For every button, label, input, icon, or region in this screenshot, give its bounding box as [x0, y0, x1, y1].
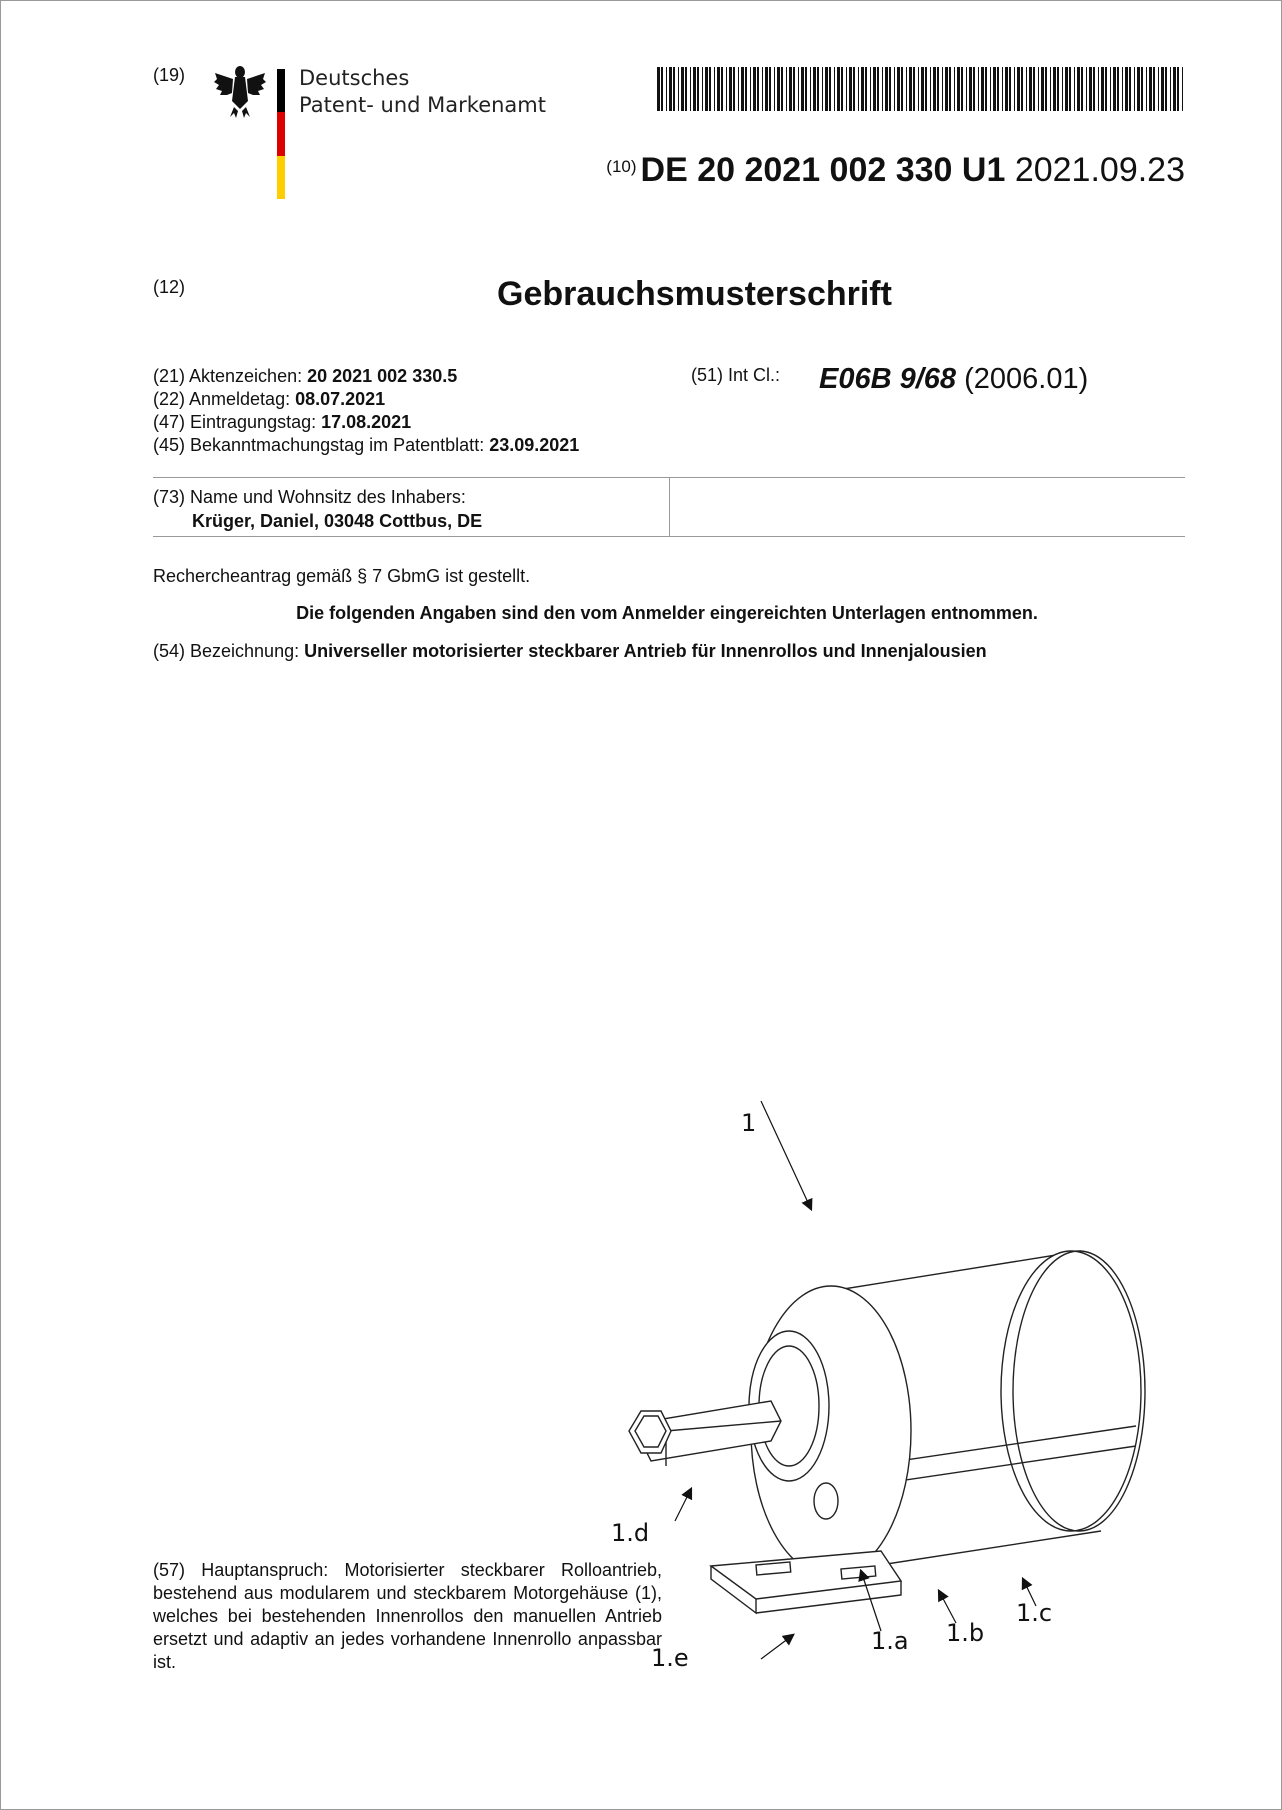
- label-1e: 1.e: [651, 1644, 689, 1672]
- barcode-bar: [841, 67, 843, 111]
- publication-number: DE 20 2021 002 330 U1: [640, 151, 1006, 189]
- barcode: [657, 67, 1185, 111]
- motor-housing-drawing: [629, 1251, 1145, 1613]
- barcode-bar: [969, 67, 972, 111]
- barcode-bar: [741, 67, 744, 111]
- intcl-version: (2006.01): [964, 363, 1089, 395]
- barcode-bar: [1026, 67, 1027, 111]
- barcode-bar: [717, 67, 720, 111]
- barcode-bar: [1117, 67, 1119, 111]
- barcode-bar: [1074, 67, 1075, 111]
- barcode-bar: [837, 67, 840, 111]
- barcode-bar: [750, 67, 751, 111]
- barcode-bar: [1165, 67, 1167, 111]
- barcode-bar: [861, 67, 864, 111]
- label-1c: 1.c: [1016, 1599, 1053, 1627]
- barcode-bar: [1137, 67, 1140, 111]
- barcode-bar: [813, 67, 816, 111]
- barcode-bar: [1182, 67, 1183, 111]
- barcode-bar: [726, 67, 727, 111]
- office-line1: Deutsches: [299, 66, 410, 90]
- barcode-bar: [1093, 67, 1095, 111]
- barcode-bar: [1041, 67, 1044, 111]
- barcode-bar: [961, 67, 963, 111]
- barcode-bar: [697, 67, 699, 111]
- barcode-bar: [1177, 67, 1179, 111]
- barcode-bar: [1125, 67, 1128, 111]
- barcode-bar: [829, 67, 831, 111]
- barcode-bar: [729, 67, 732, 111]
- barcode-bar: [721, 67, 723, 111]
- barcode-bar: [678, 67, 679, 111]
- federal-eagle-logo: [213, 63, 267, 119]
- main-claim: (57) Hauptanspruch: Motorisierter steckbarer Rolloantrieb, bestehend aus modularem und steckbarem Motorgehäuse (1), welches bei bestehenden Innenrollos den manuellen Antrieb ersetzt und adaptiv an jedes vorhandene Innenrollo anpassbar ist.: [153, 1560, 662, 1672]
- barcode-bar: [990, 67, 991, 111]
- search-request-note: Rechercheantrag gemäß § 7 GbmG ist gestellt.: [153, 566, 531, 586]
- label-1: 1: [741, 1109, 757, 1137]
- barcode-bar: [673, 67, 675, 111]
- file-number-row: (21) Aktenzeichen: 20 2021 002 330.5: [153, 366, 458, 386]
- barcode-bar: [805, 67, 807, 111]
- publication-date: 2021.09.23: [1014, 151, 1185, 189]
- registration-date-row: (47) Eintragungstag: 17.08.2021: [153, 412, 412, 432]
- barcode-bar: [1081, 67, 1083, 111]
- barcode-bar: [834, 67, 835, 111]
- barcode-bar: [1101, 67, 1104, 111]
- filing-date: 08.07.2021: [295, 389, 386, 409]
- publication-number-line: [606, 151, 1185, 190]
- barcode-bar: [1002, 67, 1003, 111]
- barcode-bar: [666, 67, 667, 111]
- barcode-bar: [745, 67, 747, 111]
- barcode-bar: [681, 67, 684, 111]
- barcode-bar: [1014, 67, 1015, 111]
- barcode-bar: [973, 67, 975, 111]
- barcode-bar: [1017, 67, 1020, 111]
- intcl-label: (51) Int Cl.:: [691, 365, 781, 385]
- barcode-bar: [1086, 67, 1087, 111]
- inid-19: (19): [153, 65, 186, 85]
- divider-bottom: [153, 536, 1185, 537]
- barcode-bar: [1021, 67, 1023, 111]
- barcode-bar: [1170, 67, 1171, 111]
- file-number: 20 2021 002 330.5: [307, 366, 458, 386]
- barcode-bar: [1009, 67, 1011, 111]
- barcode-bar: [817, 67, 819, 111]
- barcode-bar: [1110, 67, 1111, 111]
- flag-bar: [277, 69, 285, 199]
- barcode-bar: [954, 67, 955, 111]
- barcode-bar: [786, 67, 787, 111]
- barcode-bar: [1105, 67, 1107, 111]
- barcode-bar: [1173, 67, 1176, 111]
- barcode-bar: [858, 67, 859, 111]
- barcode-bar: [981, 67, 984, 111]
- barcode-bar: [913, 67, 915, 111]
- barcode-bar: [693, 67, 696, 111]
- holder-block: [153, 485, 482, 533]
- barcode-bar: [1029, 67, 1032, 111]
- barcode-bar: [949, 67, 951, 111]
- barcode-bar: [885, 67, 888, 111]
- barcode-bar: [1065, 67, 1068, 111]
- barcode-bar: [849, 67, 852, 111]
- barcode-bar: [801, 67, 804, 111]
- barcode-bar: [1069, 67, 1071, 111]
- barcode-bar: [1113, 67, 1116, 111]
- barcode-bar: [714, 67, 715, 111]
- barcode-bar: [1005, 67, 1008, 111]
- designation-text: Universeller motorisierter steckbarer Antrieb für Innenrollos und Innenjalousien: [304, 641, 987, 661]
- filing-date-row: (22) Anmeldetag: 08.07.2021: [153, 389, 386, 409]
- barcode-bar: [846, 67, 847, 111]
- barcode-bar: [997, 67, 999, 111]
- barcode-bar: [685, 67, 687, 111]
- divider-vertical: [669, 477, 670, 537]
- document-type-title: Gebrauchsmusterschrift: [497, 275, 892, 313]
- barcode-bar: [966, 67, 967, 111]
- barcode-bar: [1050, 67, 1051, 111]
- barcode-bar: [930, 67, 931, 111]
- registration-date: 17.08.2021: [321, 412, 412, 432]
- barcode-bar: [889, 67, 891, 111]
- barcode-bar: [733, 67, 735, 111]
- barcode-bar: [873, 67, 876, 111]
- announcement-date-row: (45) Bekanntmachungstag im Patentblatt: 23.09.2021: [153, 435, 580, 455]
- barcode-bar: [753, 67, 756, 111]
- designation: (54) Bezeichnung: Universeller motorisierter steckbarer Antrieb für Innenrollos und Innenjalousien: [153, 641, 987, 661]
- barcode-bar: [1134, 67, 1135, 111]
- barcode-bar: [769, 67, 771, 111]
- barcode-bar: [709, 67, 711, 111]
- barcode-bar: [957, 67, 960, 111]
- holder-label: (73) Name und Wohnsitz des Inhabers:: [153, 487, 466, 507]
- barcode-bar: [1077, 67, 1080, 111]
- office-name: [299, 65, 546, 119]
- barcode-bar: [1149, 67, 1152, 111]
- barcode-bar: [925, 67, 927, 111]
- barcode-bar: [1062, 67, 1063, 111]
- label-1a: 1.a: [871, 1627, 909, 1655]
- barcode-bar: [942, 67, 943, 111]
- barcode-bar: [669, 67, 672, 111]
- barcode-bar: [798, 67, 799, 111]
- bibliographic-data: [153, 365, 579, 457]
- barcode-bar: [1057, 67, 1059, 111]
- barcode-bar: [937, 67, 939, 111]
- barcode-bar: [789, 67, 792, 111]
- inid-10: (10): [606, 157, 637, 176]
- barcode-bar: [661, 67, 663, 111]
- barcode-bar: [757, 67, 759, 111]
- barcode-bar: [877, 67, 879, 111]
- announcement-date: 23.09.2021: [489, 435, 580, 455]
- barcode-bar: [1053, 67, 1056, 111]
- barcode-bar: [1158, 67, 1159, 111]
- barcode-bar: [690, 67, 691, 111]
- barcode-bar: [993, 67, 996, 111]
- label-1b: 1.b: [946, 1619, 985, 1647]
- barcode-bar: [810, 67, 811, 111]
- label-1d: 1.d: [611, 1519, 650, 1547]
- barcode-bar: [918, 67, 919, 111]
- office-line2: Patent- und Markenamt: [299, 93, 546, 117]
- barcode-bar: [1141, 67, 1143, 111]
- barcode-bar: [1161, 67, 1164, 111]
- barcode-bar: [825, 67, 828, 111]
- barcode-bar: [1122, 67, 1123, 111]
- barcode-bar: [1129, 67, 1131, 111]
- barcode-bar: [906, 67, 907, 111]
- barcode-bar: [738, 67, 739, 111]
- barcode-bar: [1098, 67, 1099, 111]
- barcode-bar: [1045, 67, 1047, 111]
- barcode-bar: [882, 67, 883, 111]
- barcode-bar: [822, 67, 823, 111]
- barcode-bar: [894, 67, 895, 111]
- barcode-bar: [1153, 67, 1155, 111]
- holder-name: Krüger, Daniel, 03048 Cottbus, DE: [192, 511, 483, 531]
- barcode-bar: [978, 67, 979, 111]
- barcode-bar: [909, 67, 912, 111]
- intcl-code: E06B 9/68: [819, 363, 957, 395]
- barcode-bar: [933, 67, 936, 111]
- barcode-bar: [774, 67, 775, 111]
- barcode-bar: [705, 67, 708, 111]
- barcode-bar: [901, 67, 903, 111]
- barcode-bar: [765, 67, 768, 111]
- barcode-bar: [1089, 67, 1092, 111]
- barcode-bar: [921, 67, 924, 111]
- barcode-bar: [945, 67, 948, 111]
- applicant-note: Die folgenden Angaben sind den vom Anmelder eingereichten Unterlagen entnommen.: [296, 603, 1038, 623]
- barcode-bar: [657, 67, 660, 111]
- barcode-bar: [865, 67, 867, 111]
- barcode-bar: [762, 67, 763, 111]
- barcode-bar: [1038, 67, 1039, 111]
- intcl-classification: [819, 363, 1088, 396]
- patent-drawing: [611, 1101, 1181, 1681]
- barcode-bar: [1033, 67, 1035, 111]
- barcode-bar: [985, 67, 987, 111]
- inid-12: (12): [153, 277, 186, 297]
- barcode-bar: [1146, 67, 1147, 111]
- barcode-bar: [781, 67, 783, 111]
- barcode-bar: [870, 67, 871, 111]
- barcode-bar: [897, 67, 900, 111]
- barcode-bar: [793, 67, 795, 111]
- barcode-bar: [777, 67, 780, 111]
- barcode-bar: [853, 67, 855, 111]
- barcode-bar: [702, 67, 703, 111]
